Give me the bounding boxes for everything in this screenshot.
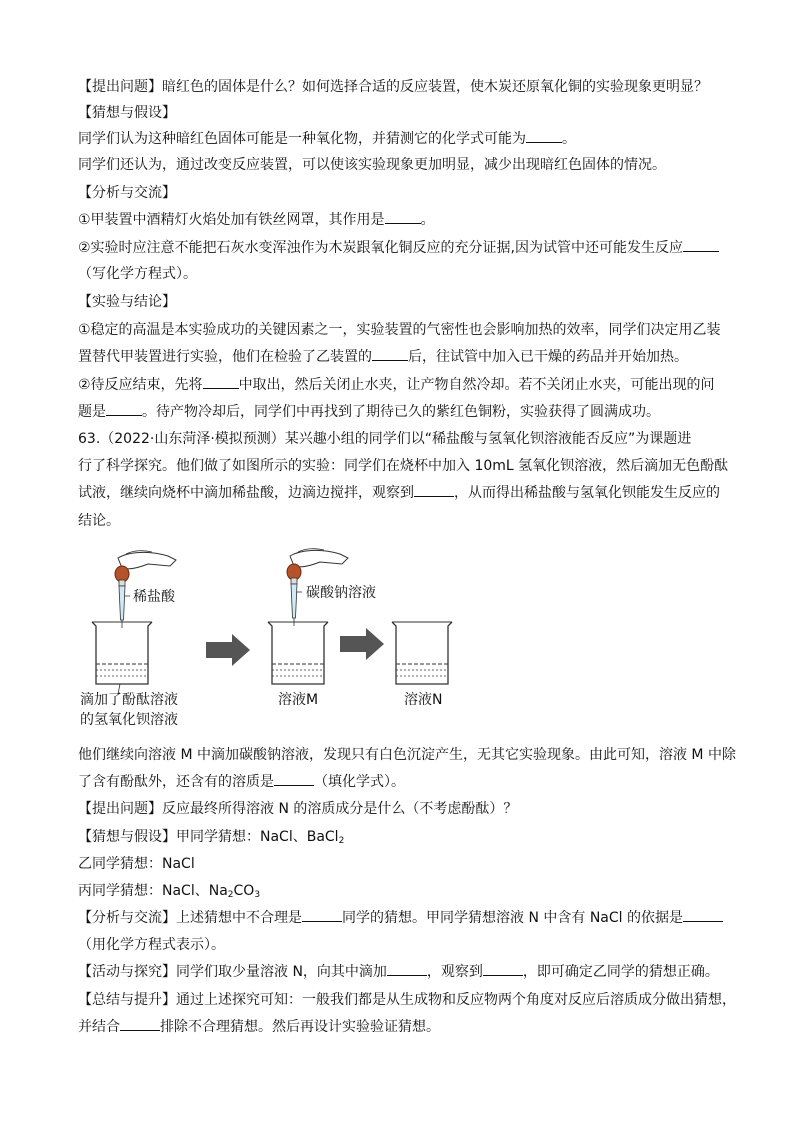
summary-heading [78, 991, 736, 1009]
text: 排除不合理猜想。然后再设计实验验证猜想。 [160, 1019, 440, 1035]
caption-solution-n: 溶液N [404, 692, 443, 708]
paragraph [78, 239, 719, 257]
beaker-icon [268, 622, 328, 684]
label-sodium-carbonate: 碳酸钠溶液 [306, 585, 376, 601]
text: 【实验与结论】 [78, 294, 176, 310]
text: 并结合 [78, 1019, 120, 1035]
beaker-icon [92, 622, 152, 694]
text: 【猜想与假设】 [78, 105, 176, 121]
text: 【提出问题】暗红色的固体是什么？如何选择合适的反应装置，使木炭还原氧化铜的实验现象更明显？ [78, 79, 708, 95]
answer-blank [372, 348, 408, 361]
answer-blank [683, 239, 719, 252]
answer-blank [526, 130, 562, 143]
text: 了含有酚酞外，还含有的溶质是 [78, 774, 274, 790]
paragraph [78, 855, 195, 873]
answer-blank [387, 963, 427, 976]
beaker-icon [392, 622, 452, 684]
answer-blank [385, 211, 421, 224]
paragraph [78, 403, 660, 421]
text: 丙同学猜想：NaCl、Na [78, 883, 228, 899]
answer-blank [414, 484, 454, 497]
text: 同学们认为这种暗红色固体可能是一种氧化物，并猜测它的化学式可能为 [78, 131, 526, 147]
text: 他们继续向溶液 M 中滴加碳酸钠溶液，发现只有白色沉淀产生，无其它实验现象。由此可知，溶液 M 中除 [78, 747, 736, 763]
text: 中取出，然后关闭止水夹，让产物自然冷却。若不关闭止水夹，可能出现的问 [238, 377, 715, 393]
text: ，即可确定乙同学的猜想正确。 [522, 964, 719, 980]
text: 【分析与交流】上述猜想中不合理是 [78, 910, 302, 926]
answer-blank [203, 376, 239, 389]
paragraph [78, 773, 405, 791]
text: ①稳定的高温是本实验成功的关键因素之一，实验装置的气密性也会影响加热的效率，同学们决定用乙装 [78, 322, 721, 338]
activity-heading [78, 963, 719, 981]
experiment-figure [78, 548, 478, 738]
paragraph [78, 1018, 440, 1036]
analysis-heading-1 [78, 184, 176, 202]
question-heading-1 [78, 78, 708, 96]
hypothesis-heading-2 [78, 828, 344, 846]
text: 同学的猜想。甲同学猜想溶液 N 中含有 NaCl 的依据是 [342, 910, 683, 926]
caption-beaker-1-line-2: 的氢氧化钡溶液 [80, 712, 178, 728]
text: （填化学式）。 [314, 774, 405, 790]
paragraph [78, 484, 720, 502]
text: 【总结与提升】通过上述探究可知：一般我们都是从生成物和反应物两个角度对反应后溶质成分做出猜想， [78, 992, 736, 1008]
text: 。待产物冷却后，同学们中再找到了期待已久的紫红色铜粉，实验获得了圆满成功。 [142, 404, 660, 420]
answer-blank [120, 1018, 160, 1031]
text: ，从而得出稀盐酸与氢氧化钡能发生反应的 [454, 485, 720, 501]
answer-blank [483, 963, 523, 976]
arrow-right-icon [206, 634, 250, 666]
answer-blank [106, 403, 142, 416]
caption-solution-m: 溶液M [278, 692, 319, 708]
text: CO [233, 883, 255, 899]
text: （用化学方程式表示）。 [78, 937, 225, 953]
hypothesis-heading-1 [78, 104, 176, 122]
text: ，观察到 [426, 964, 483, 980]
subscript: 2 [227, 890, 234, 900]
text: 。 [420, 212, 435, 228]
text: ①甲装置中酒精灯火焰处加有铁丝网罩，其作用是 [78, 212, 385, 228]
answer-blank [274, 773, 314, 786]
label-hydrochloric-acid: 稀盐酸 [133, 589, 175, 605]
text: 。 [562, 131, 576, 147]
caption-beaker-1-line-1: 滴加了酚酞溶液 [80, 692, 178, 708]
paragraph [78, 882, 260, 900]
text: ②待反应结束，先将 [78, 377, 203, 393]
paragraph [78, 376, 715, 394]
text: 63.（2022·山东菏泽·模拟预测）某兴趣小组的同学们以“稀盐酸与氢氧化钡溶液能否反应”为课题进 [78, 431, 692, 447]
text: 试液，继续向烧杯中滴加稀盐酸，边滴边搅拌，观察到 [78, 485, 414, 501]
arrow-right-icon [340, 628, 384, 660]
text: ②实验时应注意不能把石灰水变浑浊作为木炭跟氧化铜反应的充分证据,因为试管中还可能发生反应 [78, 240, 683, 256]
subscript: 3 [254, 890, 261, 900]
text: 【猜想与假设】甲同学猜想：NaCl、BaCl [78, 829, 339, 845]
paragraph [78, 265, 197, 283]
question-63-stem [78, 430, 691, 448]
text: 题是 [78, 404, 106, 420]
paragraph [78, 321, 721, 339]
paragraph [78, 746, 736, 764]
text: 同学们还认为，通过改变反应装置，可以使该实验现象更加明显，减少出现暗红色固体的情况。 [78, 157, 666, 173]
text: 【提出问题】反应最终所得溶液 N 的溶质成分是什么（不考虑酚酞）？ [78, 801, 518, 817]
paragraph [78, 130, 576, 148]
experiment-diagram [78, 548, 478, 738]
paragraph [78, 457, 728, 475]
text: 【分析与交流】 [78, 185, 176, 201]
paragraph [78, 512, 120, 530]
paragraph [78, 156, 666, 174]
answer-blank [683, 909, 723, 922]
subscript: 2 [338, 836, 345, 846]
text: 行了科学探究。他们做了如图所示的实验：同学们在烧杯中加入 10mL 氢氧化钡溶液，然后滴加无色酚酞 [78, 458, 729, 474]
text: 置替代甲装置进行实验，他们在检验了乙装置的 [78, 349, 372, 365]
text: （写化学方程式）。 [78, 266, 197, 282]
question-heading-2 [78, 800, 517, 818]
text: 乙同学猜想：NaCl [78, 856, 195, 872]
text: 后，往试管中加入已干燥的药品并开始加热。 [408, 349, 688, 365]
paragraph [78, 936, 225, 954]
analysis-heading-2 [78, 909, 723, 927]
experiment-heading-1 [78, 293, 176, 311]
text: 【活动与探究】同学们取少量溶液 N，向其中滴加 [78, 964, 387, 980]
text: 结论。 [78, 513, 120, 529]
paragraph [78, 348, 688, 366]
answer-blank [302, 909, 342, 922]
paragraph [78, 211, 435, 229]
